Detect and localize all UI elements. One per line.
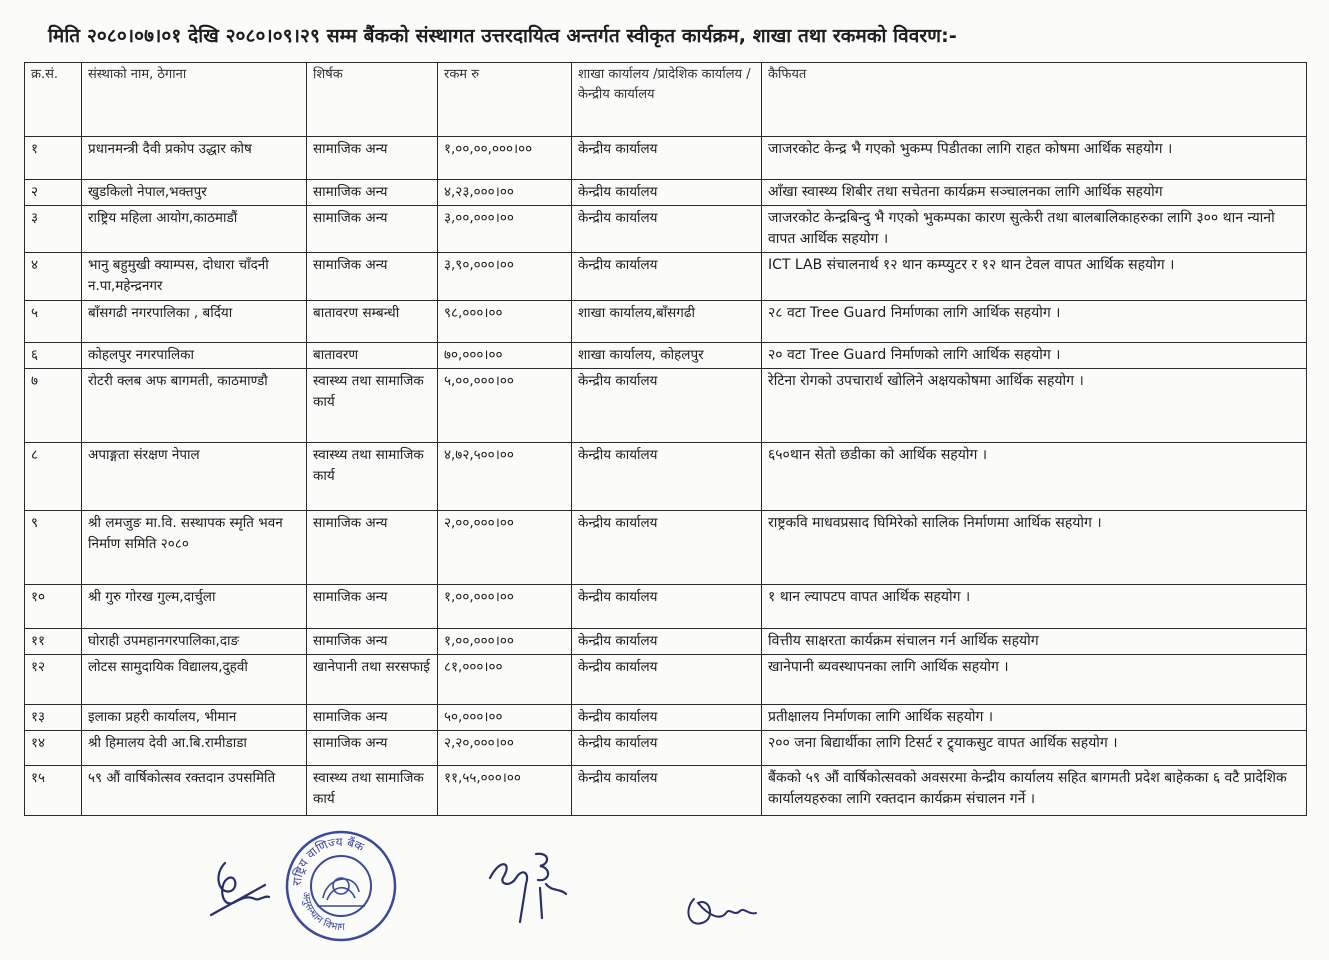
- cell-org: भानु बहुमुखी क्याम्पस, दोधारा चाँदनी न.पा,महेन्द्रनगर: [82, 253, 307, 301]
- cell-remarks: २० वटा Tree Guard निर्माणको लागि आर्थिक सहयोग ।: [762, 343, 1307, 369]
- cell-office: केन्द्रीय कार्यालय: [572, 629, 762, 655]
- table-row: [25, 253, 1307, 301]
- cell-topic: खानेपानी तथा सरसफाई: [307, 655, 438, 705]
- cell-org: कोहलपुर नगरपालिका: [82, 343, 307, 369]
- cell-remarks: राष्ट्रकवि माधवप्रसाद घिमिरेको सालिक निर्माणमा आर्थिक सहयोग ।: [762, 511, 1307, 585]
- cell-office: केन्द्रीय कार्यालय: [572, 655, 762, 705]
- cell-remarks: २८ वटा Tree Guard निर्माणका लागि आर्थिक सहयोग ।: [762, 301, 1307, 343]
- cell-remarks: १ थान ल्यापटप वापत आर्थिक सहयोग ।: [762, 585, 1307, 629]
- cell-office: केन्द्रीय कार्यालय: [572, 253, 762, 301]
- cell-sn: ६: [25, 343, 82, 369]
- signature-1: [205, 855, 275, 920]
- cell-office: केन्द्रीय कार्यालय: [572, 206, 762, 253]
- page-title: मिति २०८०।०७।०१ देखि २०८०।०९।२९ सम्म बैंकको संस्थागत उत्तरदायित्व अन्तर्गत स्वीकृत कार्यक्रम, शाखा तथा रकमको विवरण:-: [48, 25, 957, 47]
- table-body: [25, 137, 1307, 816]
- cell-office: केन्द्रीय कार्यालय: [572, 705, 762, 731]
- header-remarks: कैफियत: [762, 63, 1307, 137]
- cell-topic: सामाजिक अन्य: [307, 180, 438, 206]
- signature-2: [480, 848, 580, 928]
- cell-remarks: २०० जना बिद्यार्थीका लागि टिसर्ट र ट्र्याकसुट वापत आर्थिक सहयोग ।: [762, 731, 1307, 766]
- header-org: संस्थाको नाम, ठेगाना: [82, 63, 307, 137]
- cell-office: केन्द्रीय कार्यालय: [572, 137, 762, 180]
- cell-office: केन्द्रीय कार्यालय: [572, 731, 762, 766]
- cell-org: बाँसगढी नगरपालिका , बर्दिया: [82, 301, 307, 343]
- cell-amount: ११,५५,०००।००: [438, 766, 572, 816]
- cell-topic: स्वास्थ्य तथा सामाजिक कार्य: [307, 766, 438, 816]
- header-amount: रकम रु: [438, 63, 572, 137]
- table-row: [25, 443, 1307, 511]
- cell-amount: १,००,०००।००: [438, 629, 572, 655]
- cell-office: शाखा कार्यालय, कोहलपुर: [572, 343, 762, 369]
- table-row: [25, 206, 1307, 253]
- cell-office: केन्द्रीय कार्यालय: [572, 511, 762, 585]
- table-header-row: [25, 63, 1307, 137]
- cell-amount: ८१,०००।००: [438, 655, 572, 705]
- table-row: [25, 655, 1307, 705]
- bank-seal-stamp: [283, 828, 399, 944]
- cell-sn: ८: [25, 443, 82, 511]
- cell-sn: ९: [25, 511, 82, 585]
- seal-top-text: राष्ट्रिय वाणिज्य बैंक: [289, 834, 367, 887]
- cell-amount: १,००,००,०००।००: [438, 137, 572, 180]
- cell-sn: ३: [25, 206, 82, 253]
- cell-topic: स्वास्थ्य तथा सामाजिक कार्य: [307, 443, 438, 511]
- cell-office: केन्द्रीय कार्यालय: [572, 585, 762, 629]
- cell-org: रोटरी क्लब अफ बागमती, काठमाण्डौ: [82, 369, 307, 443]
- cell-topic: सामाजिक अन्य: [307, 731, 438, 766]
- cell-remarks: वित्तीय साक्षरता कार्यक्रम संचालन गर्न आर्थिक सहयोग: [762, 629, 1307, 655]
- table-row: [25, 301, 1307, 343]
- table-row: [25, 705, 1307, 731]
- cell-remarks: जाजरकोट केन्द्रबिन्दु भै गएको भुकम्पका कारण सुत्केरी तथा बालबालिकाहरुका लागि ३०० थान न्यानो वापत आर्थिक सहयोग ।: [762, 206, 1307, 253]
- cell-remarks: ६५०थान सेतो छडीका को आर्थिक सहयोग ।: [762, 443, 1307, 511]
- header-sn: क्र.सं.: [25, 63, 82, 137]
- cell-remarks: बैंकको ५९ औं वार्षिकोत्सवको अवसरमा केन्द्रीय कार्यालय सहित बागमती प्रदेश बाहेकका ६ वटै प्रादेशिक कार्यालयहरुका लागि रक्तदान कार्यक्रम संचालन गर्ने ।: [762, 766, 1307, 816]
- cell-topic: सामाजिक अन्य: [307, 511, 438, 585]
- cell-amount: ३,९०,०००।००: [438, 253, 572, 301]
- cell-topic: सामाजिक अन्य: [307, 253, 438, 301]
- cell-office: केन्द्रीय कार्यालय: [572, 766, 762, 816]
- cell-sn: १०: [25, 585, 82, 629]
- cell-amount: ७०,०००।००: [438, 343, 572, 369]
- table-row: [25, 137, 1307, 180]
- cell-sn: १: [25, 137, 82, 180]
- cell-topic: सामाजिक अन्य: [307, 585, 438, 629]
- cell-org: ५९ औं वार्षिकोत्सव रक्तदान उपसमिति: [82, 766, 307, 816]
- cell-topic: सामाजिक अन्य: [307, 705, 438, 731]
- table-row: [25, 766, 1307, 816]
- cell-sn: ११: [25, 629, 82, 655]
- header-topic: शिर्षक: [307, 63, 438, 137]
- cell-remarks: प्रतीक्षालय निर्माणका लागि आर्थिक सहयोग ।: [762, 705, 1307, 731]
- cell-sn: १५: [25, 766, 82, 816]
- cell-amount: २,२०,०००।००: [438, 731, 572, 766]
- cell-topic: बातावरण सम्बन्धी: [307, 301, 438, 343]
- cell-amount: ५,००,०००।००: [438, 369, 572, 443]
- signature-3: [680, 885, 760, 935]
- cell-amount: ३,००,०००।००: [438, 206, 572, 253]
- cell-office: केन्द्रीय कार्यालय: [572, 443, 762, 511]
- cell-org: घोराही उपमहानगरपालिका,दाङ: [82, 629, 307, 655]
- table-row: [25, 180, 1307, 206]
- cell-amount: ४,२३,०००।००: [438, 180, 572, 206]
- table-row: [25, 585, 1307, 629]
- table-row: [25, 369, 1307, 443]
- cell-org: इलाका प्रहरी कार्यालय, भीमान: [82, 705, 307, 731]
- cell-remarks: जाजरकोट केन्द्र भै गएको भुकम्प पिडीतका लागि राहत कोषमा आर्थिक सहयोग ।: [762, 137, 1307, 180]
- cell-sn: ७: [25, 369, 82, 443]
- cell-office: शाखा कार्यालय,बाँसगढी: [572, 301, 762, 343]
- cell-topic: बातावरण: [307, 343, 438, 369]
- cell-amount: २,००,०००।००: [438, 511, 572, 585]
- table-row: [25, 511, 1307, 585]
- cell-sn: ५: [25, 301, 82, 343]
- cell-remarks: खानेपानी ब्यवस्थापनका लागि आर्थिक सहयोग ।: [762, 655, 1307, 705]
- cell-sn: २: [25, 180, 82, 206]
- table-row: [25, 629, 1307, 655]
- cell-sn: १४: [25, 731, 82, 766]
- cell-org: श्री लमजुङ मा.वि. सस्थापक स्मृति भवन निर्माण समिति २०८०: [82, 511, 307, 585]
- cell-org: खुडकिलो नेपाल,भक्तपुर: [82, 180, 307, 206]
- cell-org: राष्ट्रिय महिला आयोग,काठमाडौं: [82, 206, 307, 253]
- header-office: शाखा कार्यालय /प्रादेशिक कार्यालय / केन्द्रीय कार्यालय: [572, 63, 762, 137]
- cell-org: श्री गुरु गोरख गुल्म,दार्चुला: [82, 585, 307, 629]
- table-row: [25, 343, 1307, 369]
- cell-org: प्रधानमन्त्री दैवी प्रकोप उद्धार कोष: [82, 137, 307, 180]
- seal-bottom-text: अनुसन्धान विभाग: [299, 891, 346, 934]
- cell-sn: १२: [25, 655, 82, 705]
- cell-org: श्री हिमालय देवी आ.बि.रामीडाडा: [82, 731, 307, 766]
- cell-office: केन्द्रीय कार्यालय: [572, 180, 762, 206]
- cell-org: लोटस सामुदायिक विद्यालय,दुहवी: [82, 655, 307, 705]
- cell-amount: ४,७२,५००।००: [438, 443, 572, 511]
- cell-remarks: रेटिना रोगको उपचारार्थ खोलिने अक्षयकोषमा आर्थिक सहयोग ।: [762, 369, 1307, 443]
- cell-amount: ९८,०००।००: [438, 301, 572, 343]
- cell-org: अपाङ्गता संरक्षण नेपाल: [82, 443, 307, 511]
- cell-topic: सामाजिक अन्य: [307, 629, 438, 655]
- cell-amount: १,००,०००।००: [438, 585, 572, 629]
- cell-amount: ५०,०००।००: [438, 705, 572, 731]
- cell-office: केन्द्रीय कार्यालय: [572, 369, 762, 443]
- cell-sn: ४: [25, 253, 82, 301]
- table-row: [25, 731, 1307, 766]
- cell-topic: स्वास्थ्य तथा सामाजिक कार्य: [307, 369, 438, 443]
- cell-sn: १३: [25, 705, 82, 731]
- cell-topic: सामाजिक अन्य: [307, 137, 438, 180]
- csr-program-table: [24, 62, 1307, 816]
- cell-topic: सामाजिक अन्य: [307, 206, 438, 253]
- cell-remarks: ICT LAB संचालनार्थ १२ थान कम्प्युटर र १२ थान टेवल वापत आर्थिक सहयोग ।: [762, 253, 1307, 301]
- cell-remarks: आँखा स्वास्थ्य शिबीर तथा सचेतना कार्यक्रम सञ्चालनका लागि आर्थिक सहयोग: [762, 180, 1307, 206]
